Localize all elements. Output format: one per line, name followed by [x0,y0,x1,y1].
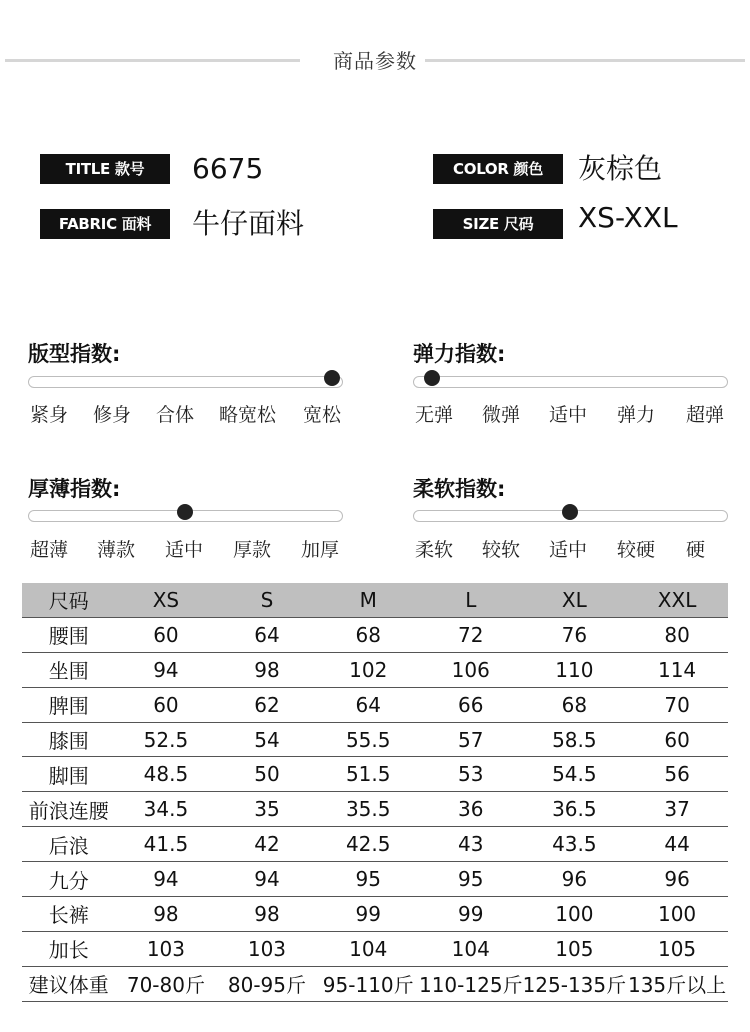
fit-option: 紧身 [30,404,69,426]
table-cell: 41.5 [115,827,216,862]
table-header-cell: S [216,583,317,617]
table-cell: 96 [523,862,627,897]
fit-option: 略宽松 [219,404,277,426]
table-cell: 105 [626,931,728,966]
table-cell: 95 [317,862,419,897]
table-cell: 70-80斤 [115,966,216,1001]
table-cell: 57 [419,722,523,757]
row-label-cell: 脚围 [22,757,115,792]
table-cell: 53 [419,757,523,792]
thickness-option: 超薄 [30,539,69,561]
fit-index-title: 版型指数: [28,342,121,366]
table-cell: 76 [523,617,627,652]
softness-option: 柔软 [415,539,454,561]
table-cell: 95-110斤 [317,966,419,1001]
fit-index-marker [324,370,340,386]
elasticity-index-track [413,376,728,388]
table-row [22,617,728,652]
table-cell: 106 [419,652,523,687]
table-cell: 105 [523,931,627,966]
table-cell: 125-135斤 [523,966,627,1001]
elasticity-option: 微弹 [482,404,521,426]
row-label-cell: 坐围 [22,652,115,687]
table-cell: 99 [317,897,419,932]
table-cell: 103 [115,931,216,966]
table-cell: 37 [626,792,728,827]
table-header-cell: XL [523,583,627,617]
elasticity-option: 适中 [549,404,588,426]
table-row [22,722,728,757]
softness-index-title: 柔软指数: [413,477,506,501]
table-cell: 58.5 [523,722,627,757]
table-header-cell: XXL [626,583,728,617]
size-table [22,583,728,1002]
table-cell: 96 [626,862,728,897]
table-cell: 36 [419,792,523,827]
table-cell: 64 [317,687,419,722]
table-cell: 100 [626,897,728,932]
fit-option: 合体 [156,404,195,426]
fit-index-track [28,376,343,388]
size-tag: SIZE 尺码 [433,209,563,239]
table-cell: 48.5 [115,757,216,792]
fit-option: 修身 [93,404,132,426]
elasticity-index-title: 弹力指数: [413,342,506,366]
table-cell: 35.5 [317,792,419,827]
table-row [22,966,728,1001]
row-label-cell: 长裤 [22,897,115,932]
table-cell: 98 [216,897,317,932]
table-cell: 110 [523,652,627,687]
table-cell: 72 [419,617,523,652]
softness-option: 硬 [686,539,706,561]
thickness-index-marker [177,504,193,520]
thickness-option: 适中 [165,539,204,561]
elasticity-index-marker [424,370,440,386]
table-cell: 55.5 [317,722,419,757]
row-label-cell: 腰围 [22,617,115,652]
table-row [22,897,728,932]
table-row [22,757,728,792]
row-label-cell: 建议体重 [22,966,115,1001]
table-cell: 95 [419,862,523,897]
softness-option: 较软 [482,539,521,561]
table-cell: 114 [626,652,728,687]
table-cell: 43 [419,827,523,862]
color-value: 灰棕色 [578,152,663,185]
thickness-option: 加厚 [301,539,340,561]
table-row [22,687,728,722]
table-cell: 44 [626,827,728,862]
table-cell: 98 [115,897,216,932]
table-cell: 54 [216,722,317,757]
size-value: XS-XXL [578,201,678,234]
row-label-cell: 后浪 [22,827,115,862]
table-cell: 51.5 [317,757,419,792]
table-cell: 135斤以上 [626,966,728,1001]
softness-option: 较硬 [617,539,656,561]
section-title: 商品参数 [333,49,417,73]
elasticity-option: 超弹 [686,404,725,426]
header-line-right [425,59,745,62]
row-label-cell: 脾围 [22,687,115,722]
table-cell: 68 [317,617,419,652]
table-row [22,827,728,862]
table-cell: 52.5 [115,722,216,757]
table-cell: 94 [115,862,216,897]
softness-index-marker [562,504,578,520]
table-row [22,652,728,687]
table-row [22,931,728,966]
table-cell: 60 [626,722,728,757]
table-header-cell: L [419,583,523,617]
fabric-value: 牛仔面料 [192,207,305,240]
table-cell: 94 [115,652,216,687]
table-cell: 35 [216,792,317,827]
table-cell: 103 [216,931,317,966]
thickness-index-title: 厚薄指数: [28,477,121,501]
color-tag: COLOR 颜色 [433,154,563,184]
row-label-cell: 加长 [22,931,115,966]
table-header-row [22,583,728,617]
table-cell: 98 [216,652,317,687]
softness-option: 适中 [549,539,588,561]
table-cell: 70 [626,687,728,722]
thickness-option: 厚款 [233,539,272,561]
table-row [22,862,728,897]
table-header-cell: M [317,583,419,617]
table-cell: 104 [317,931,419,966]
table-cell: 94 [216,862,317,897]
table-cell: 99 [419,897,523,932]
table-cell: 43.5 [523,827,627,862]
fabric-tag: FABRIC 面料 [40,209,170,239]
table-row [22,792,728,827]
table-cell: 110-125斤 [419,966,523,1001]
table-cell: 34.5 [115,792,216,827]
table-cell: 68 [523,687,627,722]
table-cell: 102 [317,652,419,687]
table-cell: 80-95斤 [216,966,317,1001]
row-label-cell: 九分 [22,862,115,897]
table-cell: 100 [523,897,627,932]
table-cell: 60 [115,687,216,722]
table-cell: 56 [626,757,728,792]
fit-option: 宽松 [303,404,342,426]
table-cell: 62 [216,687,317,722]
title-value: 6675 [192,152,264,185]
table-cell: 80 [626,617,728,652]
row-label-cell: 前浪连腰 [22,792,115,827]
header-line-left [5,59,300,62]
table-cell: 104 [419,931,523,966]
table-cell: 42.5 [317,827,419,862]
table-cell: 42 [216,827,317,862]
elasticity-option: 弹力 [617,404,656,426]
table-cell: 54.5 [523,757,627,792]
title-tag: TITLE 款号 [40,154,170,184]
table-cell: 36.5 [523,792,627,827]
table-cell: 66 [419,687,523,722]
elasticity-option: 无弹 [415,404,454,426]
table-cell: 50 [216,757,317,792]
thickness-option: 薄款 [97,539,136,561]
table-header-cell: 尺码 [22,583,115,617]
table-cell: 60 [115,617,216,652]
table-cell: 64 [216,617,317,652]
row-label-cell: 膝围 [22,722,115,757]
table-header-cell: XS [115,583,216,617]
